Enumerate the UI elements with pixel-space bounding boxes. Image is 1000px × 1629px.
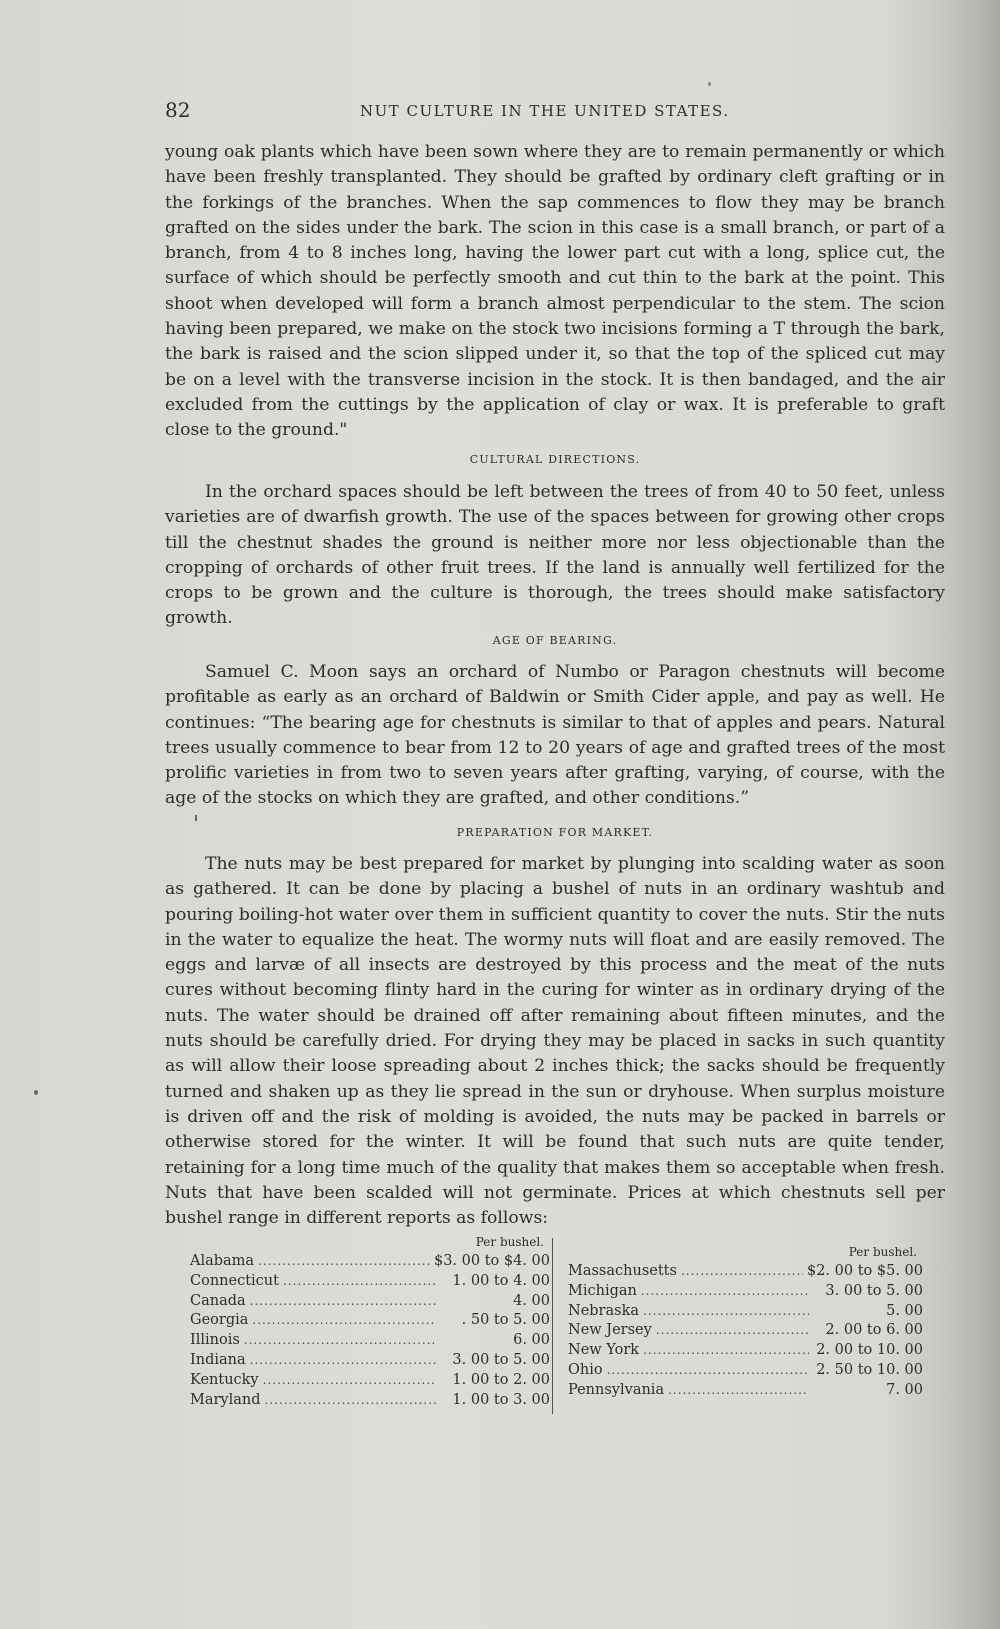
price-row (568, 1362, 923, 1382)
state-name: Canada (190, 1292, 246, 1309)
price-value: 2. 00 to 10. 00 (816, 1342, 923, 1359)
column-divider (552, 1238, 553, 1414)
page-speck (708, 82, 711, 86)
price-row (568, 1303, 923, 1323)
dot-leader (265, 1393, 436, 1407)
paragraph-preparation-for-market (165, 852, 945, 1231)
price-table-left (190, 1235, 550, 1411)
dot-leader (250, 1294, 436, 1308)
dot-leader (283, 1274, 436, 1288)
dot-leader (643, 1304, 809, 1318)
running-title: NUT CULTURE IN THE UNITED STATES. (360, 102, 730, 120)
paragraph-age-of-bearing (165, 660, 945, 812)
state-name: Nebraska (568, 1302, 639, 1319)
state-name: Ohio (568, 1361, 603, 1378)
price-value: 3. 00 to 5. 00 (452, 1351, 550, 1368)
price-value: 2. 50 to 10. 00 (816, 1361, 923, 1378)
dot-leader (643, 1343, 809, 1357)
dot-leader (641, 1284, 809, 1298)
price-row (568, 1342, 923, 1362)
dot-leader (252, 1313, 436, 1327)
state-name: Maryland (190, 1391, 261, 1408)
paragraph-text: Samuel C. Moon says an orchard of Numbo or Paragon chestnuts will become profitable as early as an orchard of Baldwin or Smith Cider apple, and pay as well. He continues: “The bearing age for chestnuts is similar to that of apples and pears. Natural trees usually commence to bear from 12 to 20 years of age and grafted trees of the most prolific varieties in from two to seven years after grafting, varying, of course, with the age of the stocks on which they are grafted, and other conditions.” (165, 662, 945, 809)
price-value: $3. 00 to $4. 00 (433, 1253, 550, 1269)
price-row (190, 1372, 550, 1392)
paragraph-cultural-directions (165, 480, 945, 632)
paragraph-text: The nuts may be best prepared for market by plunging into scalding water as soon as gathered. It can be done by placing a bushel of nuts in an ordinary washtub and pouring boiling-hot water over them in sufficient quantity to cover the nuts. Stir the nuts in the water to equalize the heat. The wormy nuts will float and are easily removed. The eggs and larvæ of all insects are destroyed by this process and the meat of the nuts cures without becoming flinty hard in the curing for winter as in ordinary drying of the nuts. The water should be drained off after remaining about fifteen minutes, and the nuts should be carefully dried. For drying they may be placed in sacks in such quantity as will allow their loose spreading about 2 inches thick; the sacks should be frequently turned and shaken up as they lie spread in the sun or dryhouse. When surplus moisture is driven off and the risk of molding is avoided, the nuts may be packed in barrels or otherwise stored for the winter. It will be found that such nuts are quite tender, retaining for a long time much of the quality that makes them so acceptable when fresh. Nuts that have been scalded will not germinate. Prices at which chestnuts sell per bushel range in different reports as follows: (165, 854, 945, 1229)
price-rows (568, 1263, 923, 1402)
dot-leader (258, 1254, 430, 1268)
price-row (190, 1392, 550, 1412)
price-value: 1. 00 to 4. 00 (452, 1272, 550, 1289)
price-row (568, 1322, 923, 1342)
price-row (190, 1273, 550, 1293)
price-value: 3. 00 to 5. 00 (825, 1282, 923, 1299)
price-row (190, 1253, 550, 1273)
state-name: Connecticut (190, 1272, 279, 1289)
section-heading-age-of-bearing: AGE OF BEARING. (492, 634, 618, 647)
paragraph-grafting-continued (165, 140, 945, 444)
page-speck (34, 1090, 38, 1095)
dot-leader (263, 1373, 436, 1387)
price-value: 5. 00 (886, 1302, 923, 1319)
paragraph-text: young oak plants which have been sown where they are to remain permanently or which have been freshly transplanted. They should be grafted by ordinary cleft grafting or in the forkings of the branches. When the sap commences to flow they may be branch grafted on the sides under the bark. The scion in this case is a small branch, or part of a branch, from 4 to 8 inches long, having the lower part cut with a long, splice cut, the surface of which should be perfectly smooth and cut thin to the bark at the point. This shoot when developed will form a branch almost perpendicular to the stem. The scion having been prepared, we make on the stock two incisions forming a T through the bark, the bark is raised and the scion slipped under it, so that the top of the spliced cut may be on a level with the transverse incision in the stock. It is then bandaged, and the air excluded from the cuttings by the application of clay or wax. It is preferable to graft close to the ground." (165, 142, 945, 441)
page-number: 82 (165, 98, 191, 122)
dot-leader (668, 1383, 809, 1397)
state-name: New York (568, 1342, 640, 1359)
price-column-header: Per bushel. (475, 1235, 544, 1249)
state-name: New Jersey (568, 1322, 652, 1339)
price-row (190, 1332, 550, 1352)
state-name: Michigan (568, 1282, 637, 1299)
dot-leader (607, 1363, 809, 1377)
price-row (190, 1293, 550, 1313)
dot-leader (656, 1323, 809, 1337)
price-value: . 50 to 5. 00 (461, 1312, 550, 1329)
price-value: 1. 00 to 3. 00 (452, 1391, 550, 1408)
state-name: Illinois (190, 1332, 240, 1349)
price-row (190, 1352, 550, 1372)
price-row (568, 1382, 923, 1402)
page-header (165, 98, 955, 128)
dot-leader (250, 1353, 436, 1367)
dot-leader (244, 1333, 436, 1347)
price-row (190, 1312, 550, 1332)
page-speck (195, 815, 197, 821)
price-value: 7. 00 (886, 1381, 923, 1398)
price-value: 2. 00 to 6. 00 (825, 1322, 923, 1339)
state-name: Pennsylvania (568, 1381, 665, 1398)
state-name: Indiana (190, 1351, 246, 1368)
section-heading-preparation-for-market: PREPARATION FOR MARKET. (456, 826, 654, 839)
dot-leader (681, 1264, 803, 1278)
paragraph-text: In the orchard spaces should be left between the trees of from 40 to 50 feet, unless varieties are of dwarfish growth. The use of the spaces between for growing other crops till the chestnut shades the ground is neither more nor less objectionable than the cropping of orchards of other fruit trees. If the land is annually well fertilized for the crops to be grown and the culture is thorough, the trees should make satisfactory growth. (165, 482, 945, 629)
price-value: 4. 00 (513, 1292, 550, 1309)
price-row (568, 1263, 923, 1283)
price-value: 1. 00 to 2. 00 (452, 1371, 550, 1388)
price-rows (190, 1253, 550, 1411)
state-name: Alabama (190, 1253, 255, 1269)
price-column-header: Per bushel. (848, 1245, 917, 1259)
price-row (568, 1283, 923, 1303)
state-name: Georgia (190, 1312, 249, 1329)
state-name: Massachusetts (568, 1263, 677, 1279)
section-heading-cultural-directions: CULTURAL DIRECTIONS. (469, 453, 641, 466)
state-name: Kentucky (190, 1371, 259, 1388)
price-value: $2. 00 to $5. 00 (806, 1263, 923, 1279)
price-table-right (568, 1245, 923, 1402)
price-value: 6. 00 (513, 1332, 550, 1349)
